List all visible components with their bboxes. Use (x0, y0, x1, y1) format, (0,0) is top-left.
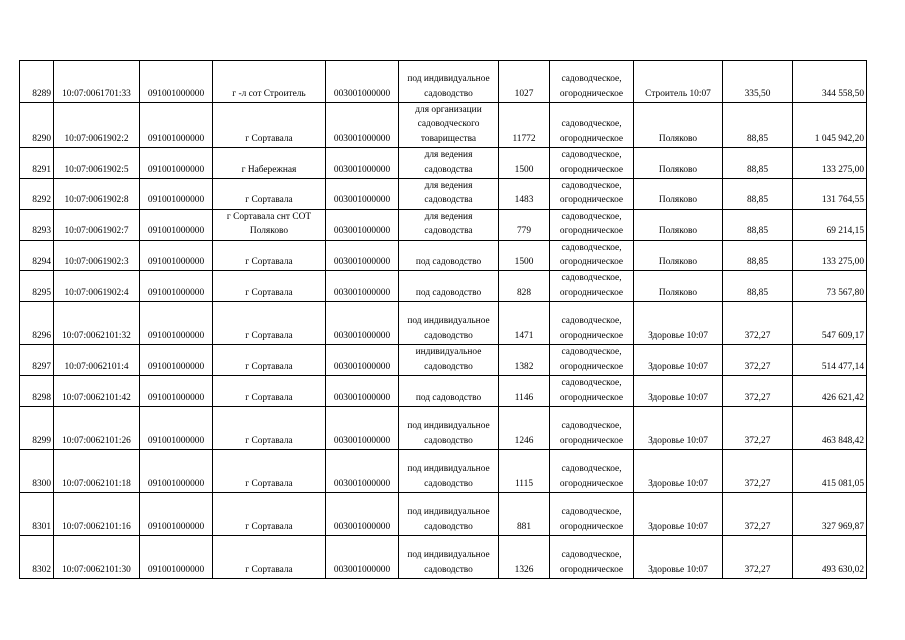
valuation-zone-cell: Здоровье 10:07 (634, 345, 723, 376)
land-use-category-cell (550, 179, 634, 210)
permitted-use-line: под индивидуальное (407, 550, 490, 561)
permitted-use-line: садоводство (424, 435, 473, 446)
row-number-cell: 8291 (20, 148, 54, 179)
permitted-use-line: садоводство (424, 361, 473, 372)
table-row (20, 148, 867, 179)
specific-value-cell: 372,27 (723, 376, 793, 407)
table-row (20, 103, 867, 148)
specific-value-cell: 372,27 (723, 302, 793, 345)
cadastral-value-cell: 344 558,50 (793, 61, 867, 103)
permitted-use-line: под садоводство (415, 392, 482, 403)
permitted-use-line: садоводство (424, 330, 473, 341)
land-use-category-line: садоводческое, (561, 74, 622, 85)
row-number-cell: 8302 (20, 535, 54, 578)
permitted-use-line: под индивидуальное (407, 464, 490, 475)
permitted-use-line: под индивидуальное (407, 74, 490, 85)
valuation-zone-cell: Поляково (634, 103, 723, 148)
address-cell (213, 271, 326, 302)
valuation-zone-cell: Здоровье 10:07 (634, 535, 723, 578)
table-row (20, 302, 867, 345)
table-row (20, 449, 867, 492)
permitted-use-cell (399, 449, 499, 492)
permitted-use-line: для ведения (424, 211, 473, 222)
cadastral-number-cell: 10:07:0061902:7 (54, 209, 140, 240)
address-line: г Сортавала (245, 435, 293, 446)
group-code-cell: 003001000000 (326, 61, 399, 103)
row-number-cell: 8293 (20, 209, 54, 240)
area-cell: 828 (499, 271, 550, 302)
table-row (20, 61, 867, 103)
address-line: г Сортавала (245, 392, 293, 403)
specific-value-cell: 372,27 (723, 492, 793, 535)
area-cell: 1246 (499, 406, 550, 449)
address-line: г Сортавала (245, 361, 293, 372)
land-use-category-line: огородническое (559, 521, 624, 532)
oktmo-code-cell: 091001000000 (140, 209, 213, 240)
row-number-cell: 8292 (20, 179, 54, 210)
address-cell (213, 148, 326, 179)
land-use-category-line: огородническое (559, 164, 624, 175)
address-line: г Сортавала снт СОТ (226, 211, 312, 222)
oktmo-code-cell: 091001000000 (140, 179, 213, 210)
specific-value-cell: 372,27 (723, 345, 793, 376)
permitted-use-cell (399, 406, 499, 449)
address-cell (213, 302, 326, 345)
land-use-category-cell (550, 148, 634, 179)
group-code-cell: 003001000000 (326, 240, 399, 271)
land-use-category-cell (550, 240, 634, 271)
area-cell: 1500 (499, 148, 550, 179)
permitted-use-line: под садоводство (415, 257, 482, 268)
land-use-category-line: садоводческое, (561, 119, 622, 130)
oktmo-code-cell: 091001000000 (140, 345, 213, 376)
cadastral-value-cell: 493 630,02 (793, 535, 867, 578)
specific-value-cell: 372,27 (723, 406, 793, 449)
land-use-category-line: огородническое (559, 478, 624, 489)
address-cell (213, 535, 326, 578)
area-cell: 1382 (499, 345, 550, 376)
table-row (20, 376, 867, 407)
land-use-category-cell (550, 406, 634, 449)
group-code-cell: 003001000000 (326, 376, 399, 407)
address-line: г Сортавала (245, 521, 293, 532)
row-number-cell: 8295 (20, 271, 54, 302)
cadastral-value-cell: 133 275,00 (793, 240, 867, 271)
table-row (20, 406, 867, 449)
area-cell: 1500 (499, 240, 550, 271)
specific-value-cell: 88,85 (723, 179, 793, 210)
cadastral-number-cell: 10:07:0062101:30 (54, 535, 140, 578)
cadastral-number-cell: 10:07:0062101:18 (54, 449, 140, 492)
specific-value-cell: 372,27 (723, 449, 793, 492)
valuation-zone-cell: Поляково (634, 148, 723, 179)
address-line: г Сортавала (245, 478, 293, 489)
land-use-category-cell (550, 209, 634, 240)
table-row (20, 240, 867, 271)
address-line: г Набережная (241, 164, 297, 175)
permitted-use-cell (399, 492, 499, 535)
land-use-category-line: садоводческое, (561, 316, 622, 327)
land-use-category-cell (550, 103, 634, 148)
area-cell: 1115 (499, 449, 550, 492)
permitted-use-line: под индивидуальное (407, 421, 490, 432)
permitted-use-cell (399, 103, 499, 148)
valuation-zone-cell: Здоровье 10:07 (634, 406, 723, 449)
land-use-category-cell (550, 302, 634, 345)
area-cell: 779 (499, 209, 550, 240)
oktmo-code-cell: 091001000000 (140, 148, 213, 179)
table-row (20, 492, 867, 535)
specific-value-cell: 88,85 (723, 240, 793, 271)
address-line: г Сортавала (245, 133, 293, 144)
table-row (20, 345, 867, 376)
land-use-category-cell (550, 376, 634, 407)
valuation-zone-cell: Здоровье 10:07 (634, 449, 723, 492)
row-number-cell: 8298 (20, 376, 54, 407)
specific-value-cell: 88,85 (723, 271, 793, 302)
permitted-use-line: под индивидуальное (407, 316, 490, 327)
oktmo-code-cell: 091001000000 (140, 449, 213, 492)
cadastral-value-table (19, 60, 867, 579)
address-cell (213, 61, 326, 103)
specific-value-cell: 88,85 (723, 209, 793, 240)
specific-value-cell: 372,27 (723, 535, 793, 578)
land-use-category-cell (550, 535, 634, 578)
address-line: г -л сот Строитель (232, 88, 306, 99)
permitted-use-cell (399, 302, 499, 345)
valuation-zone-cell: Здоровье 10:07 (634, 376, 723, 407)
specific-value-cell: 88,85 (723, 148, 793, 179)
cadastral-number-cell: 10:07:0062101:26 (54, 406, 140, 449)
address-cell (213, 103, 326, 148)
cadastral-value-cell: 131 764,55 (793, 179, 867, 210)
group-code-cell: 003001000000 (326, 179, 399, 210)
row-number-cell: 8301 (20, 492, 54, 535)
cadastral-value-cell: 73 567,80 (793, 271, 867, 302)
valuation-zone-cell: Поляково (634, 209, 723, 240)
permitted-use-cell (399, 179, 499, 210)
land-use-category-line: огородническое (559, 133, 624, 144)
valuation-zone-cell: Здоровье 10:07 (634, 302, 723, 345)
permitted-use-cell (399, 271, 499, 302)
permitted-use-line: под индивидуальное (407, 507, 490, 518)
row-number-cell: 8290 (20, 103, 54, 148)
land-use-category-line: садоводческое, (561, 181, 622, 192)
cadastral-value-cell: 1 045 942,20 (793, 103, 867, 148)
cadastral-number-cell: 10:07:0062101:42 (54, 376, 140, 407)
address-line: г Сортавала (245, 564, 293, 575)
land-use-category-line: огородническое (559, 564, 624, 575)
address-line: г Сортавала (245, 195, 293, 206)
group-code-cell: 003001000000 (326, 449, 399, 492)
permitted-use-line: для организации (415, 105, 482, 115)
land-use-category-line: огородническое (559, 392, 624, 403)
oktmo-code-cell: 091001000000 (140, 271, 213, 302)
address-cell (213, 345, 326, 376)
cadastral-value-cell: 415 081,05 (793, 449, 867, 492)
area-cell: 1027 (499, 61, 550, 103)
permitted-use-line: товарищества (420, 133, 477, 144)
permitted-use-line: индивидуальное (415, 347, 482, 358)
group-code-cell: 003001000000 (326, 345, 399, 376)
group-code-cell: 003001000000 (326, 148, 399, 179)
permitted-use-cell (399, 535, 499, 578)
row-number-cell: 8299 (20, 406, 54, 449)
address-line: г Сортавала (245, 330, 293, 341)
cadastral-number-cell: 10:07:0062101:16 (54, 492, 140, 535)
valuation-zone-cell: Строитель 10:07 (634, 61, 723, 103)
oktmo-code-cell: 091001000000 (140, 406, 213, 449)
land-use-category-line: садоводческое, (561, 550, 622, 561)
permitted-use-cell (399, 345, 499, 376)
cadastral-value-cell: 327 969,87 (793, 492, 867, 535)
permitted-use-line: садоводство (424, 521, 473, 532)
address-cell (213, 376, 326, 407)
cadastral-number-cell: 10:07:0061902:5 (54, 148, 140, 179)
permitted-use-cell (399, 209, 499, 240)
land-use-category-line: садоводческое, (561, 242, 622, 253)
land-use-category-cell (550, 271, 634, 302)
row-number-cell: 8300 (20, 449, 54, 492)
cadastral-value-cell: 463 848,42 (793, 406, 867, 449)
cadastral-value-cell: 133 275,00 (793, 148, 867, 179)
land-use-category-line: садоводческое, (561, 378, 622, 389)
land-use-category-line: огородническое (559, 195, 624, 206)
oktmo-code-cell: 091001000000 (140, 535, 213, 578)
land-use-category-line: огородническое (559, 88, 624, 99)
cadastral-value-cell: 514 477,14 (793, 345, 867, 376)
land-use-category-cell (550, 492, 634, 535)
oktmo-code-cell: 091001000000 (140, 376, 213, 407)
land-use-category-line: огородническое (559, 330, 624, 341)
cadastral-number-cell: 10:07:0061902:8 (54, 179, 140, 210)
row-number-cell: 8289 (20, 61, 54, 103)
address-line: г Сортавала (245, 257, 293, 268)
permitted-use-line: садоводства (424, 226, 473, 237)
land-use-category-cell (550, 345, 634, 376)
cadastral-number-cell: 10:07:0062101:32 (54, 302, 140, 345)
valuation-zone-cell: Здоровье 10:07 (634, 492, 723, 535)
land-use-category-line: огородническое (559, 226, 624, 237)
oktmo-code-cell: 091001000000 (140, 61, 213, 103)
oktmo-code-cell: 091001000000 (140, 103, 213, 148)
permitted-use-line: под садоводство (415, 287, 482, 298)
address-cell (213, 449, 326, 492)
permitted-use-line: садоводство (424, 478, 473, 489)
cadastral-number-cell: 10:07:0061902:2 (54, 103, 140, 148)
cadastral-value-cell: 547 609,17 (793, 302, 867, 345)
oktmo-code-cell: 091001000000 (140, 492, 213, 535)
group-code-cell: 003001000000 (326, 492, 399, 535)
permitted-use-cell (399, 148, 499, 179)
land-use-category-line: огородническое (559, 361, 624, 372)
cadastral-number-cell: 10:07:0062101:4 (54, 345, 140, 376)
oktmo-code-cell: 091001000000 (140, 302, 213, 345)
row-number-cell: 8296 (20, 302, 54, 345)
row-number-cell: 8297 (20, 345, 54, 376)
land-use-category-line: садоводческое, (561, 211, 622, 222)
table-row (20, 535, 867, 578)
permitted-use-line: для ведения (424, 181, 473, 192)
land-use-category-cell (550, 449, 634, 492)
area-cell: 881 (499, 492, 550, 535)
land-use-category-cell (550, 61, 634, 103)
cadastral-number-cell: 10:07:0061902:3 (54, 240, 140, 271)
address-cell (213, 492, 326, 535)
valuation-zone-cell: Поляково (634, 271, 723, 302)
cadastral-value-cell: 426 621,42 (793, 376, 867, 407)
cadastral-value-cell: 69 214,15 (793, 209, 867, 240)
land-use-category-line: садоводческое, (561, 273, 622, 284)
area-cell: 1326 (499, 535, 550, 578)
table-row (20, 271, 867, 302)
address-line: Поляково (249, 226, 289, 237)
permitted-use-cell (399, 376, 499, 407)
valuation-zone-cell: Поляково (634, 179, 723, 210)
land-use-category-line: садоводческое, (561, 507, 622, 518)
address-line: г Сортавала (245, 287, 293, 298)
group-code-cell: 003001000000 (326, 535, 399, 578)
address-cell (213, 406, 326, 449)
land-use-category-line: садоводческое, (561, 421, 622, 432)
specific-value-cell: 88,85 (723, 103, 793, 148)
permitted-use-line: садоводческого (417, 119, 480, 130)
table-body (20, 61, 867, 579)
area-cell: 1146 (499, 376, 550, 407)
valuation-zone-cell: Поляково (634, 240, 723, 271)
cadastral-number-cell: 10:07:0061701:33 (54, 61, 140, 103)
group-code-cell: 003001000000 (326, 103, 399, 148)
specific-value-cell: 335,50 (723, 61, 793, 103)
area-cell: 11772 (499, 103, 550, 148)
address-cell (213, 179, 326, 210)
permitted-use-line: для ведения (424, 150, 473, 161)
land-use-category-line: садоводческое, (561, 347, 622, 358)
address-cell (213, 240, 326, 271)
group-code-cell: 003001000000 (326, 302, 399, 345)
cadastral-number-cell: 10:07:0061902:4 (54, 271, 140, 302)
row-number-cell: 8294 (20, 240, 54, 271)
permitted-use-line: садоводство (424, 88, 473, 99)
land-use-category-line: садоводческое, (561, 150, 622, 161)
area-cell: 1483 (499, 179, 550, 210)
area-cell: 1471 (499, 302, 550, 345)
permitted-use-cell (399, 61, 499, 103)
table-row (20, 209, 867, 240)
permitted-use-line: садоводства (424, 195, 473, 206)
permitted-use-line: садоводство (424, 564, 473, 575)
land-use-category-line: огородническое (559, 257, 624, 268)
table-row (20, 179, 867, 210)
group-code-cell: 003001000000 (326, 209, 399, 240)
address-cell (213, 209, 326, 240)
oktmo-code-cell: 091001000000 (140, 240, 213, 271)
group-code-cell: 003001000000 (326, 406, 399, 449)
land-use-category-line: садоводческое, (561, 464, 622, 475)
permitted-use-line: садоводства (424, 164, 473, 175)
land-use-category-line: огородническое (559, 435, 624, 446)
group-code-cell: 003001000000 (326, 271, 399, 302)
permitted-use-cell (399, 240, 499, 271)
land-use-category-line: огородническое (559, 287, 624, 298)
